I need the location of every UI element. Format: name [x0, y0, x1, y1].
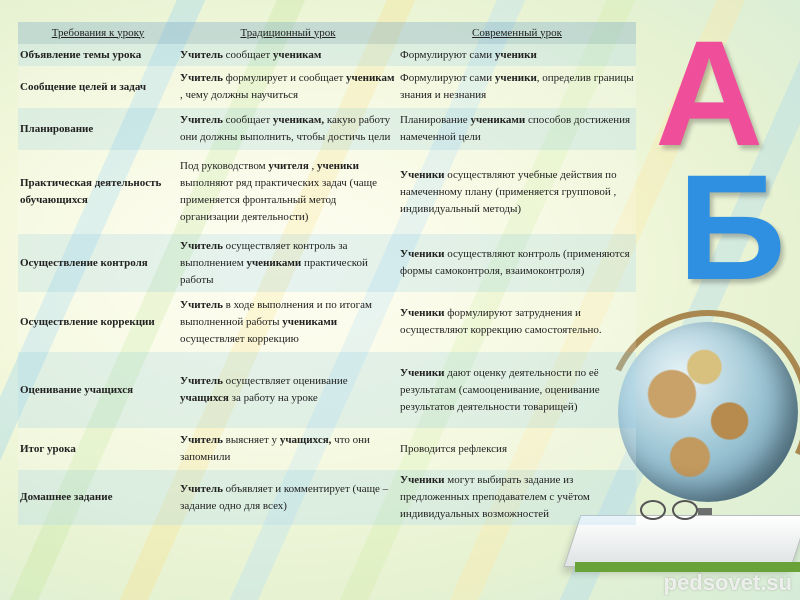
- requirement-cell: Итог урока: [18, 428, 178, 470]
- cell-text: Учитель: [180, 239, 223, 252]
- table-row: [18, 66, 636, 108]
- decorative-letter-b: Б: [678, 143, 786, 311]
- cell-text: ученики: [494, 48, 537, 61]
- cell-text: Учитель: [180, 482, 223, 495]
- cell-text: , чему должны научиться: [180, 89, 299, 101]
- cell-text: Формулируют сами: [400, 48, 495, 61]
- traditional-cell: [178, 234, 398, 292]
- modern-cell: [398, 470, 636, 525]
- cell-text: Учитель: [180, 114, 223, 126]
- traditional-cell: [178, 150, 398, 234]
- column-header-requirements: Требования к уроку: [18, 22, 178, 44]
- cell-text: Учитель: [180, 298, 223, 311]
- requirement-cell: Планирование: [18, 108, 178, 150]
- cell-text: учителя: [268, 160, 309, 172]
- requirement-cell: Сообщение целей и задач: [18, 66, 178, 108]
- traditional-cell: [178, 44, 398, 66]
- lesson-comparison-table: [18, 22, 636, 525]
- cell-text: ученикам: [272, 48, 322, 61]
- cell-text: сообщает: [222, 114, 273, 126]
- glasses-icon: [640, 500, 700, 524]
- cell-text: Ученики: [400, 248, 445, 260]
- modern-cell: [398, 428, 636, 470]
- requirement-cell: Оценивание учащихся: [18, 352, 178, 428]
- requirement-cell: Осуществление коррекции: [18, 292, 178, 352]
- cell-text: Ученики: [400, 366, 445, 379]
- cell-text: Учитель: [180, 434, 223, 446]
- cell-text: учениками: [282, 315, 338, 328]
- table-row: [18, 292, 636, 352]
- cell-text: осуществляет контроль за выполнением: [180, 239, 348, 269]
- cell-text: учащихся: [180, 392, 229, 404]
- modern-cell: [398, 234, 636, 292]
- traditional-cell: [178, 66, 398, 108]
- table-row: [18, 470, 636, 525]
- cell-text: осуществляет оценивание: [222, 375, 348, 387]
- cell-text: учащихся,: [279, 434, 332, 446]
- traditional-cell: [178, 352, 398, 428]
- column-header-traditional: Традиционный урок: [178, 22, 398, 44]
- modern-cell: [398, 66, 636, 108]
- cell-text: Учитель: [180, 375, 223, 387]
- modern-cell: [398, 292, 636, 352]
- cell-text: ученикам: [346, 72, 395, 84]
- table-row: [18, 428, 636, 470]
- watermark: pedsovet.su: [663, 570, 792, 595]
- decorative-letter-a: А: [655, 9, 764, 177]
- cell-text: учениками: [470, 114, 526, 126]
- cell-text: практической работы: [180, 256, 368, 286]
- requirement-cell: Осуществление контроля: [18, 234, 178, 292]
- traditional-cell: [178, 470, 398, 525]
- cell-text: Под руководством: [180, 160, 269, 172]
- cell-text: ученики: [317, 160, 359, 172]
- traditional-cell: [178, 292, 398, 352]
- table-body: [18, 44, 636, 525]
- column-header-modern: Современный урок: [398, 22, 636, 44]
- cell-text: ученикам,: [272, 114, 325, 126]
- cell-text: в ходе выполнения и по итогам выполненной работы: [180, 298, 372, 328]
- requirement-cell: Объявление темы урока: [18, 44, 178, 66]
- cell-text: ,: [308, 160, 318, 172]
- table-row: [18, 234, 636, 292]
- cell-text: осуществляют учебные действия по намеченному плану (применяется групповой , индивидуальный методы): [400, 168, 617, 215]
- cell-text: выполняют ряд практических задач (чаще применяется фронтальный метод организации деятельности): [180, 177, 377, 223]
- traditional-cell: [178, 428, 398, 470]
- cell-text: могут выбирать задание из предложенных преподавателем с учётом индивидуальных возможностей: [400, 474, 590, 520]
- cell-text: Проводится рефлексия: [400, 442, 508, 455]
- cell-text: Ученики: [400, 168, 445, 181]
- cell-text: учениками: [246, 256, 302, 269]
- cell-text: формулирует и сообщает: [222, 72, 347, 84]
- modern-cell: [398, 150, 636, 234]
- cell-text: ученики: [494, 72, 537, 84]
- cell-text: формулируют затруднения и осуществляют коррекцию самостоятельно.: [400, 307, 602, 336]
- table-row: [18, 352, 636, 428]
- cell-text: осуществляет коррекцию: [180, 332, 299, 345]
- table-row: [18, 150, 636, 234]
- cell-text: Учитель: [180, 72, 223, 84]
- cell-text: что они запомнили: [180, 434, 370, 463]
- cell-text: выясняет у: [222, 434, 280, 446]
- cell-text: Планирование: [400, 114, 471, 126]
- modern-cell: [398, 352, 636, 428]
- requirement-cell: Практическая деятельность обучающихся: [18, 150, 178, 234]
- cell-text: Ученики: [400, 307, 445, 319]
- modern-cell: [398, 44, 636, 66]
- cell-text: Учитель: [180, 48, 223, 61]
- requirement-cell: Домашнее задание: [18, 470, 178, 525]
- modern-cell: [398, 108, 636, 150]
- cell-text: , определив границы знания и незнания: [400, 72, 634, 101]
- table-row: [18, 108, 636, 150]
- table-header-row: [18, 22, 636, 44]
- cell-text: способов достижения намеченной цели: [400, 114, 631, 143]
- cell-text: осуществляют контроль (применяются формы самоконтроля, взаимоконтроля): [400, 248, 630, 277]
- cell-text: за работу на уроке: [228, 392, 318, 404]
- cell-text: сообщает: [222, 48, 273, 61]
- cell-text: какую работу они должны выполнить, чтобы достичь цели: [180, 114, 391, 143]
- table-row: [18, 44, 636, 66]
- cell-text: Ученики: [400, 474, 445, 486]
- traditional-cell: [178, 108, 398, 150]
- cell-text: Формулируют сами: [400, 72, 495, 84]
- cell-text: дают оценку деятельности по её результатам (самооценивание, оценивание результатов деятельности товарищей): [400, 366, 600, 413]
- cell-text: объявляет и комментирует (чаще – задание одно для всех): [180, 482, 389, 512]
